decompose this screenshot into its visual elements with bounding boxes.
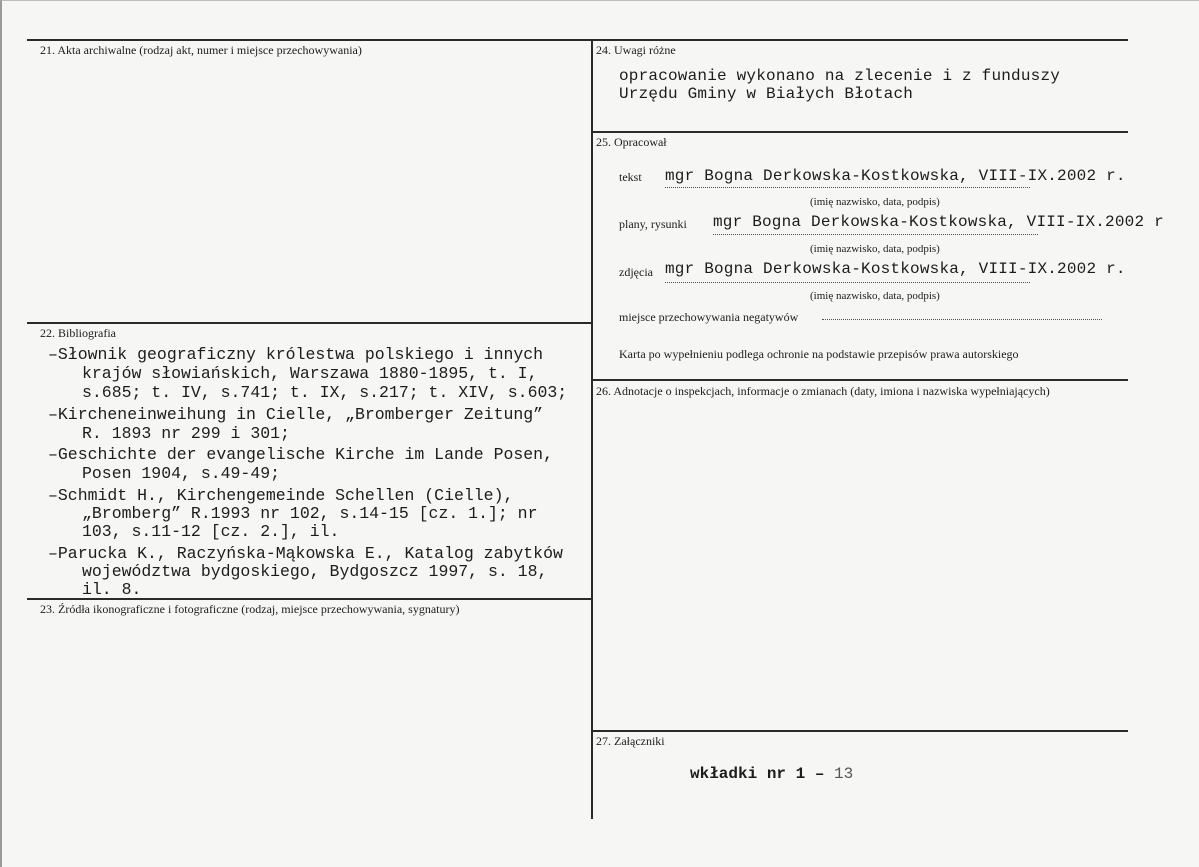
- section-21-label: 21. Akta archiwalne (rodzaj akt, numer i miejsce przechowywania): [40, 43, 362, 57]
- bibliography-line: „Bromberg” R.1993 nr 102, s.14-15 [cz. 1.]; nr: [82, 504, 538, 523]
- bibliography-line: Posen 1904, s.49-49;: [82, 464, 281, 483]
- negatives-location-label: miejsce przechowywania negatywów: [619, 310, 799, 324]
- bibliography-line: s.685; t. IV, s.741; t. IX, s.217; t. XIV, s.603;: [82, 383, 568, 402]
- bibliography-line: –Kircheneinweihung in Cielle, „Bromberger Zeitung”: [48, 405, 544, 424]
- text-author-dotline: [665, 187, 1030, 188]
- photos-author-value: mgr Bogna Derkowska-Kostkowska, VIII-IX.2002 r.: [665, 260, 1126, 278]
- bibliography-line: –Geschichte der evangelische Kirche im Lande Posen,: [48, 445, 553, 464]
- rule-25: [592, 131, 1128, 133]
- top-rule-right: [592, 39, 1128, 41]
- section-25-label: 25. Opracował: [596, 135, 667, 149]
- rule-26: [592, 379, 1128, 381]
- bibliography-line: il. 8.: [82, 580, 142, 599]
- attachments-value: [690, 765, 853, 783]
- attachments-count: 13: [834, 765, 854, 783]
- photos-author-label: zdjęcia: [619, 265, 653, 279]
- plans-author-label: plany, rysunki: [619, 217, 687, 231]
- top-rule-left: [27, 39, 592, 41]
- negatives-location-dotline: [822, 319, 1102, 320]
- section-27-label: 27. Załączniki: [596, 734, 665, 748]
- section-26-label: 26. Adnotacje o inspekcjach, informacje o zmianach (daty, imiona i nazwiska wypełniających): [596, 384, 1050, 398]
- bibliography-line: województwa bydgoskiego, Bydgoszcz 1997, s. 18,: [82, 562, 548, 581]
- photos-author-caption: (imię nazwisko, data, podpis): [810, 290, 940, 302]
- bibliography-line: R. 1893 nr 299 i 301;: [82, 424, 290, 443]
- plans-author-caption: (imię nazwisko, data, podpis): [810, 243, 940, 255]
- remarks-line: opracowanie wykonano na zlecenie i z funduszy: [619, 67, 1061, 85]
- copyright-notice: Karta po wypełnieniu podlega ochronie na podstawie przepisów prawa autorskiego: [619, 347, 1019, 361]
- plans-author-dotline: [713, 234, 1038, 235]
- text-author-value: mgr Bogna Derkowska-Kostkowska, VIII-IX.2002 r.: [665, 167, 1126, 185]
- photos-author-dotline: [665, 282, 1030, 283]
- bibliography-line: 103, s.11-12 [cz. 2.], il.: [82, 522, 340, 541]
- text-author-caption: (imię nazwisko, data, podpis): [810, 196, 940, 208]
- bibliography-line: –Parucka K., Raczyńska-Mąkowska E., Katalog zabytków: [48, 544, 563, 563]
- center-divider: [591, 39, 593, 819]
- bibliography-line: krajów słowiańskich, Warszawa 1880-1895, t. I,: [82, 364, 538, 383]
- rule-22: [27, 322, 592, 324]
- plans-author-value: mgr Bogna Derkowska-Kostkowska, VIII-IX.2002 r: [713, 213, 1164, 231]
- bibliography-line: –Słownik geograficzny królestwa polskiego i innych: [48, 345, 544, 364]
- remarks-line: Urzędu Gminy w Białych Błotach: [619, 85, 914, 103]
- attachments-text: wkładki nr 1 –: [690, 765, 835, 783]
- section-24-label: 24. Uwagi różne: [596, 43, 676, 57]
- rule-27: [592, 730, 1128, 732]
- section-22-label: 22. Bibliografia: [40, 326, 116, 340]
- text-author-label: tekst: [619, 170, 642, 184]
- bibliography-line: –Schmidt H., Kirchengemeinde Schellen (Cielle),: [48, 486, 514, 505]
- section-23-label: 23. Źródła ikonograficzne i fotograficzne (rodzaj, miejsce przechowywania, sygnatury): [40, 602, 460, 616]
